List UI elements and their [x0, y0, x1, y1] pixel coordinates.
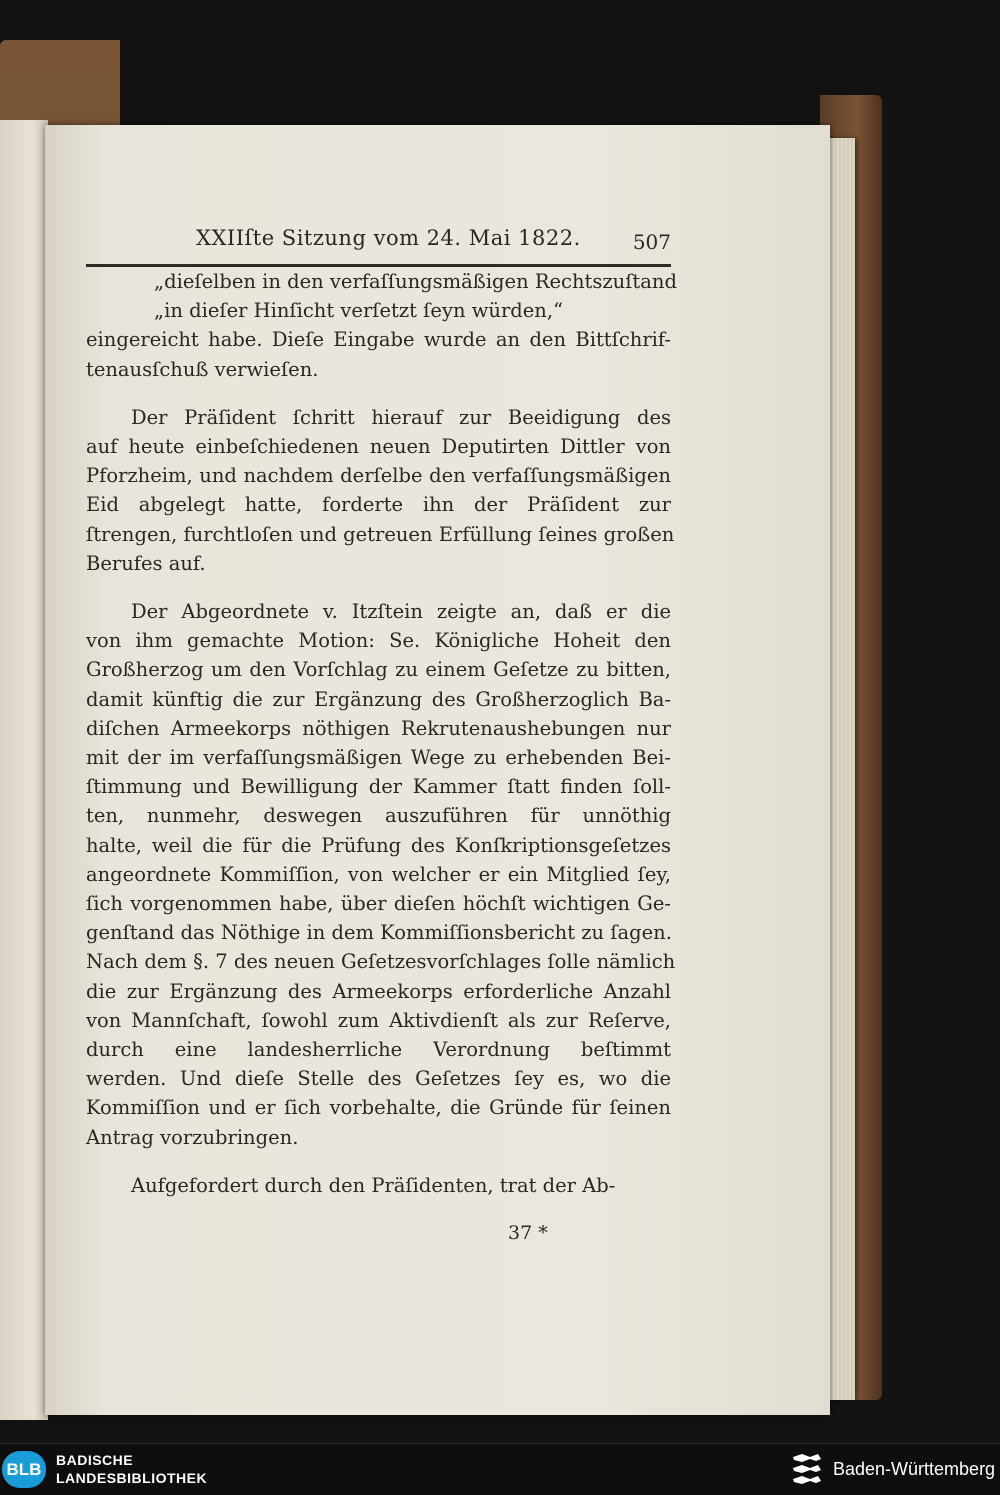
previous-page-edge — [0, 120, 48, 1420]
text-line: ſich vorgenommen habe, über dieſen höchſt wichtigen Ge- — [86, 892, 671, 916]
text-line: die zur Ergänzung des Armeekorps erforderliche Anzahl — [86, 979, 671, 1003]
text-line: Eid abgelegt hatte, forderte ihn der Präſident zur — [86, 493, 671, 517]
text-line: Nach dem §. 7 des neuen Geſetzesvorſchlages ſolle nämlich — [86, 950, 676, 974]
blb-logo[interactable]: BLB — [2, 1451, 46, 1488]
paragraph — [86, 403, 675, 578]
signature-mark: 37 * — [508, 1222, 548, 1244]
paragraph — [86, 267, 677, 325]
running-header-title: XXIIſte Sitzung vom 24. Mai 1822. — [196, 226, 581, 250]
state-coat-of-arms-icon — [790, 1451, 824, 1489]
running-header — [86, 224, 671, 264]
text-line: ſtrengen, furchtloſen und getreuen Erfüllung ſeines großen — [86, 522, 675, 546]
text-line: ſtimmung und Bewilligung der Kammer ſtatt finden ſoll- — [86, 775, 671, 799]
state-name[interactable]: Baden-Württemberg — [833, 1459, 996, 1479]
text-line: werden. Und dieſe Stelle des Geſetzes ſey es, wo die — [86, 1067, 671, 1091]
text-line: von Mannſchaft, ſowohl zum Aktivdienſt als zur Reſerve, — [86, 1008, 671, 1032]
text-line: mit der im verfaſſungsmäßigen Wege zu erhebenden Bei- — [86, 746, 671, 770]
paragraph — [86, 597, 676, 1152]
paragraph-gap — [86, 384, 671, 403]
text-line: auf heute einbeſchiedenen neuen Deputirten Dittler von — [86, 435, 671, 459]
text-line: Der Präſident ſchritt hierauf zur Beeidigung des — [131, 405, 671, 429]
paragraph-gap — [86, 1152, 671, 1171]
body-text — [86, 267, 677, 1200]
text-line: Aufgefordert durch den Präſidenten, trat der Ab- — [131, 1173, 616, 1197]
text-line: tenausſchuß verwieſen. — [86, 357, 319, 381]
text-line: durch eine landesherrliche Verordnung beſtimmt — [86, 1038, 671, 1062]
text-line: damit künftig die zur Ergänzung des Großherzoglich Ba- — [86, 687, 671, 711]
text-line: angeordnete Kommiſſion, von welcher er ein Mitglied ſey, — [86, 862, 671, 886]
paragraph — [86, 1171, 671, 1200]
library-name-line1: BADISCHE — [56, 1452, 134, 1468]
paragraph — [86, 325, 671, 383]
text-line: Großherzog um den Vorſchlag zu einem Geſetze zu bitten, — [86, 658, 671, 682]
text-line: diſchen Armeekorps nöthigen Rekrutenaushebungen nur — [86, 716, 671, 740]
text-line: ten, nunmehr, deswegen auszuführen für unnöthig — [86, 804, 671, 828]
text-line: Der Abgeordnete v. Itzſtein zeigte an, daß er die — [131, 600, 671, 624]
text-line: genſtand das Nöthige in dem Kommiſſionsbericht zu ſagen. — [86, 921, 672, 945]
library-name-line2: LANDESBIBLIOTHEK — [56, 1470, 208, 1486]
text-line: „dieſelben in den verfaſſungsmäßigen Rechtszuſtand — [154, 270, 677, 293]
text-line: Pforzheim, und nachdem derſelbe den verfaſſungsmäßigen — [86, 464, 671, 488]
text-line: von ihm gemachte Motion: Se. Königliche Hoheit den — [86, 629, 671, 653]
text-line: eingereicht habe. Dieſe Eingabe wurde an den Bittſchrif- — [86, 328, 671, 352]
text-line: Kommiſſion und er ſich vorbehalte, die Gründe für ſeinen — [86, 1096, 671, 1120]
paragraph-gap — [86, 578, 671, 597]
text-line: Berufes auf. — [86, 551, 206, 575]
text-line: halte, weil die für die Prüfung des Konſkriptionsgeſetzes — [86, 833, 671, 857]
library-name[interactable] — [56, 1451, 207, 1487]
viewer-footer — [0, 1443, 1000, 1495]
text-line: „in dieſer Hinſicht verſetzt ſeyn würden,“ — [154, 299, 564, 323]
page-number: 507 — [632, 230, 671, 254]
page-text — [86, 224, 677, 1200]
text-line: Antrag vorzubringen. — [86, 1125, 299, 1149]
